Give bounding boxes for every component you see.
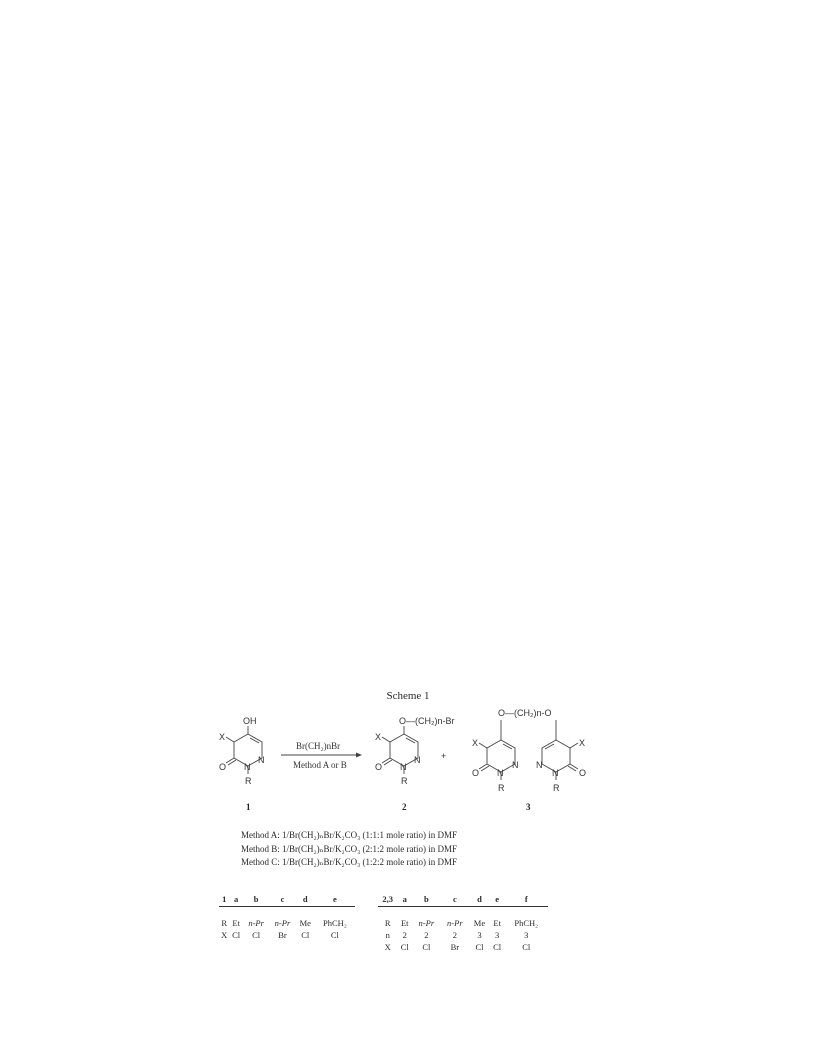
table-cell: 3 <box>495 930 500 940</box>
o-label: O <box>219 762 227 772</box>
compound-1-label: 1 <box>246 802 251 812</box>
method-b: Method B: 1/Br(CH₂)ₙBr/K₂CO₃ (2:1:2 mole ratio) in DMF <box>241 843 458 854</box>
table-cell: Cl <box>232 930 241 940</box>
table-cell: Cl <box>301 930 310 940</box>
table-cell: Et <box>493 918 501 928</box>
x-label: X <box>375 732 382 742</box>
table-cell: Cl <box>400 942 409 952</box>
compound-2-3-table <box>378 892 548 953</box>
table-row <box>219 929 355 941</box>
table-cell: 3 <box>477 930 482 940</box>
n-label: N <box>552 768 559 778</box>
r-label: R <box>401 776 408 786</box>
table-cell: Cl <box>422 942 431 952</box>
reaction-scheme <box>0 700 816 825</box>
compound-3-label: 3 <box>526 802 531 812</box>
table-row <box>378 929 548 941</box>
table-cell: PhCH₂ <box>323 918 347 928</box>
table-header: d <box>469 892 490 907</box>
scheme-title: Scheme 1 <box>386 690 430 702</box>
table-header: c <box>269 892 295 907</box>
table-cell: X <box>384 942 391 952</box>
n-label: N <box>497 768 504 778</box>
table-cell: X <box>221 930 228 940</box>
table-cell: Cl <box>493 942 502 952</box>
table-cell: Cl <box>330 930 339 940</box>
table-cell: n-Pr <box>447 918 463 928</box>
table-cell: PhCH₂ <box>514 918 539 928</box>
n-label: N <box>258 755 265 765</box>
o-label: O <box>375 762 383 772</box>
o-label: O <box>579 768 587 778</box>
compound-1-table <box>219 892 355 941</box>
table-row <box>219 907 355 930</box>
table-header: a <box>397 892 412 907</box>
table-cell: Me <box>473 918 486 928</box>
r-label: R <box>553 783 560 793</box>
table-cell: 2 <box>424 930 429 940</box>
table-header: b <box>412 892 441 907</box>
oh-label: OH <box>243 716 257 726</box>
n-label: N <box>536 760 543 770</box>
compound-3-structure <box>472 708 586 793</box>
chain-label: O—(CH₂)n-Br <box>399 716 455 726</box>
x-label: X <box>219 732 226 742</box>
reagent-top: Br(CH₂)nBr <box>296 741 341 751</box>
reagent-bottom: Method A or B <box>293 760 347 770</box>
table-cell: n-Pr <box>274 918 291 928</box>
table-cell: Br <box>278 930 287 940</box>
table-header: b <box>243 892 269 907</box>
table-cell: Br <box>450 942 460 952</box>
table-cell: Cl <box>475 942 484 952</box>
table-header: 1 <box>219 892 229 907</box>
compound-2-label: 2 <box>402 802 407 812</box>
compound-1-structure <box>219 716 265 786</box>
table-header: a <box>229 892 243 907</box>
method-a: Method A: 1/Br(CH₂)ₙBr/K₂CO₃ (1:1:1 mole ratio) in DMF <box>241 830 458 840</box>
chain-label: O—(CH₂)n-O <box>498 708 552 718</box>
table-header: f <box>505 892 549 907</box>
table-header: e <box>315 892 355 907</box>
n-label: N <box>512 760 519 770</box>
table-row <box>378 907 548 930</box>
table-header: d <box>296 892 315 907</box>
table-cell: R <box>384 918 391 928</box>
n-label: N <box>244 762 251 772</box>
table-cell: n-Pr <box>418 918 435 928</box>
table-header: 2,3 <box>378 892 397 907</box>
table-row <box>378 941 548 953</box>
arrow-head <box>356 753 362 758</box>
table-cell: Me <box>299 918 311 928</box>
table-header: c <box>441 892 470 907</box>
table-cell: Et <box>400 918 409 928</box>
method-list <box>241 829 457 870</box>
table-cell: Cl <box>252 930 261 940</box>
table-cell: Et <box>232 918 240 928</box>
x-label: X <box>472 738 479 748</box>
r-label: R <box>245 776 252 786</box>
table-cell: 2 <box>452 930 457 940</box>
table-cell: R <box>221 918 228 928</box>
table-cell: 2 <box>402 930 407 940</box>
x-label: X <box>579 738 586 748</box>
n-label: N <box>414 755 421 765</box>
table-cell: n <box>385 930 390 940</box>
o-label: O <box>472 768 480 778</box>
table-cell: Cl <box>522 942 531 952</box>
r-label: R <box>498 783 505 793</box>
table-header: e <box>490 892 505 907</box>
plus-sign: + <box>441 751 447 761</box>
table-cell: n-Pr <box>248 918 264 928</box>
method-c: Method C: 1/Br(CH₂)ₙBr/K₂CO₃ (1:2:2 mole ratio) in DMF <box>241 857 458 867</box>
n-label: N <box>400 762 407 772</box>
table-cell: 3 <box>524 930 529 940</box>
